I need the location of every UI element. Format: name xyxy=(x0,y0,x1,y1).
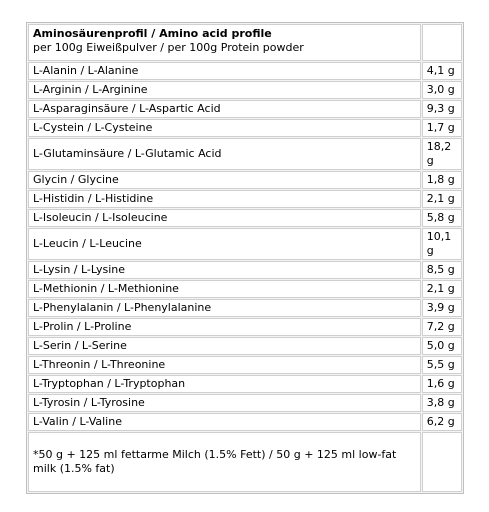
amino-acid-name: L-Phenylalanin / L-Phenylalanine xyxy=(28,299,421,317)
amino-acid-name: L-Tyrosin / L-Tyrosine xyxy=(28,394,421,412)
amino-acid-value: 3,9 g xyxy=(422,299,462,317)
amino-acid-value: 1,8 g xyxy=(422,171,462,189)
amino-acid-name: Glycin / Glycine xyxy=(28,171,421,189)
table-row xyxy=(28,337,462,355)
amino-acid-value: 1,7 g xyxy=(422,119,462,137)
amino-acid-name: L-Threonin / L-Threonine xyxy=(28,356,421,374)
amino-acid-value: 5,0 g xyxy=(422,337,462,355)
amino-acid-name: L-Histidin / L-Histidine xyxy=(28,190,421,208)
table-row xyxy=(28,171,462,189)
table-footnote-empty-cell xyxy=(422,432,462,492)
amino-acid-name: L-Serin / L-Serine xyxy=(28,337,421,355)
amino-acid-name: L-Arginin / L-Arginine xyxy=(28,81,421,99)
amino-acid-value: 10,1 g xyxy=(422,228,462,260)
amino-acid-name: L-Glutaminsäure / L-Glutamic Acid xyxy=(28,138,421,170)
amino-acid-value: 2,1 g xyxy=(422,280,462,298)
table-header-row xyxy=(28,24,462,61)
amino-acid-value: 3,8 g xyxy=(422,394,462,412)
table-row xyxy=(28,138,462,170)
amino-acid-value: 9,3 g xyxy=(422,100,462,118)
amino-acid-name: L-Lysin / L-Lysine xyxy=(28,261,421,279)
table-row xyxy=(28,228,462,260)
amino-acid-name: L-Asparaginsäure / L-Aspartic Acid xyxy=(28,100,421,118)
table-row xyxy=(28,299,462,317)
amino-acid-table xyxy=(26,22,464,494)
table-row xyxy=(28,413,462,431)
table-row xyxy=(28,81,462,99)
table-row xyxy=(28,119,462,137)
table-header-empty-cell xyxy=(422,24,462,61)
table-row xyxy=(28,100,462,118)
amino-acid-name: L-Isoleucin / L-Isoleucine xyxy=(28,209,421,227)
amino-acid-name: L-Methionin / L-Methionine xyxy=(28,280,421,298)
table-row xyxy=(28,62,462,80)
amino-acid-value: 3,0 g xyxy=(422,81,462,99)
table-row xyxy=(28,261,462,279)
table-subtitle: per 100g Eiweißpulver / per 100g Protein powder xyxy=(33,41,304,54)
amino-acid-value: 6,2 g xyxy=(422,413,462,431)
amino-acid-value: 8,5 g xyxy=(422,261,462,279)
table-footnote-row xyxy=(28,432,462,492)
amino-acid-value: 5,5 g xyxy=(422,356,462,374)
amino-acid-name: L-Prolin / L-Proline xyxy=(28,318,421,336)
amino-acid-name: L-Leucin / L-Leucine xyxy=(28,228,421,260)
table-row xyxy=(28,375,462,393)
amino-acid-name: L-Alanin / L-Alanine xyxy=(28,62,421,80)
table-row xyxy=(28,280,462,298)
amino-acid-table-container xyxy=(26,22,464,494)
table-title: Aminosäurenprofil / Amino acid profile xyxy=(33,27,272,40)
table-row xyxy=(28,209,462,227)
amino-acid-value: 7,2 g xyxy=(422,318,462,336)
amino-acid-value: 5,8 g xyxy=(422,209,462,227)
table-footnote: *50 g + 125 ml fettarme Milch (1.5% Fett) / 50 g + 125 ml low-fat milk (1.5% fat) xyxy=(28,432,421,492)
amino-acid-name: L-Cystein / L-Cysteine xyxy=(28,119,421,137)
amino-acid-name: L-Valin / L-Valine xyxy=(28,413,421,431)
table-row xyxy=(28,190,462,208)
table-header-cell xyxy=(28,24,421,61)
amino-acid-value: 18,2 g xyxy=(422,138,462,170)
amino-acid-value: 4,1 g xyxy=(422,62,462,80)
table-row xyxy=(28,356,462,374)
amino-acid-value: 2,1 g xyxy=(422,190,462,208)
table-row xyxy=(28,394,462,412)
amino-acid-value: 1,6 g xyxy=(422,375,462,393)
table-row xyxy=(28,318,462,336)
amino-acid-name: L-Tryptophan / L-Tryptophan xyxy=(28,375,421,393)
